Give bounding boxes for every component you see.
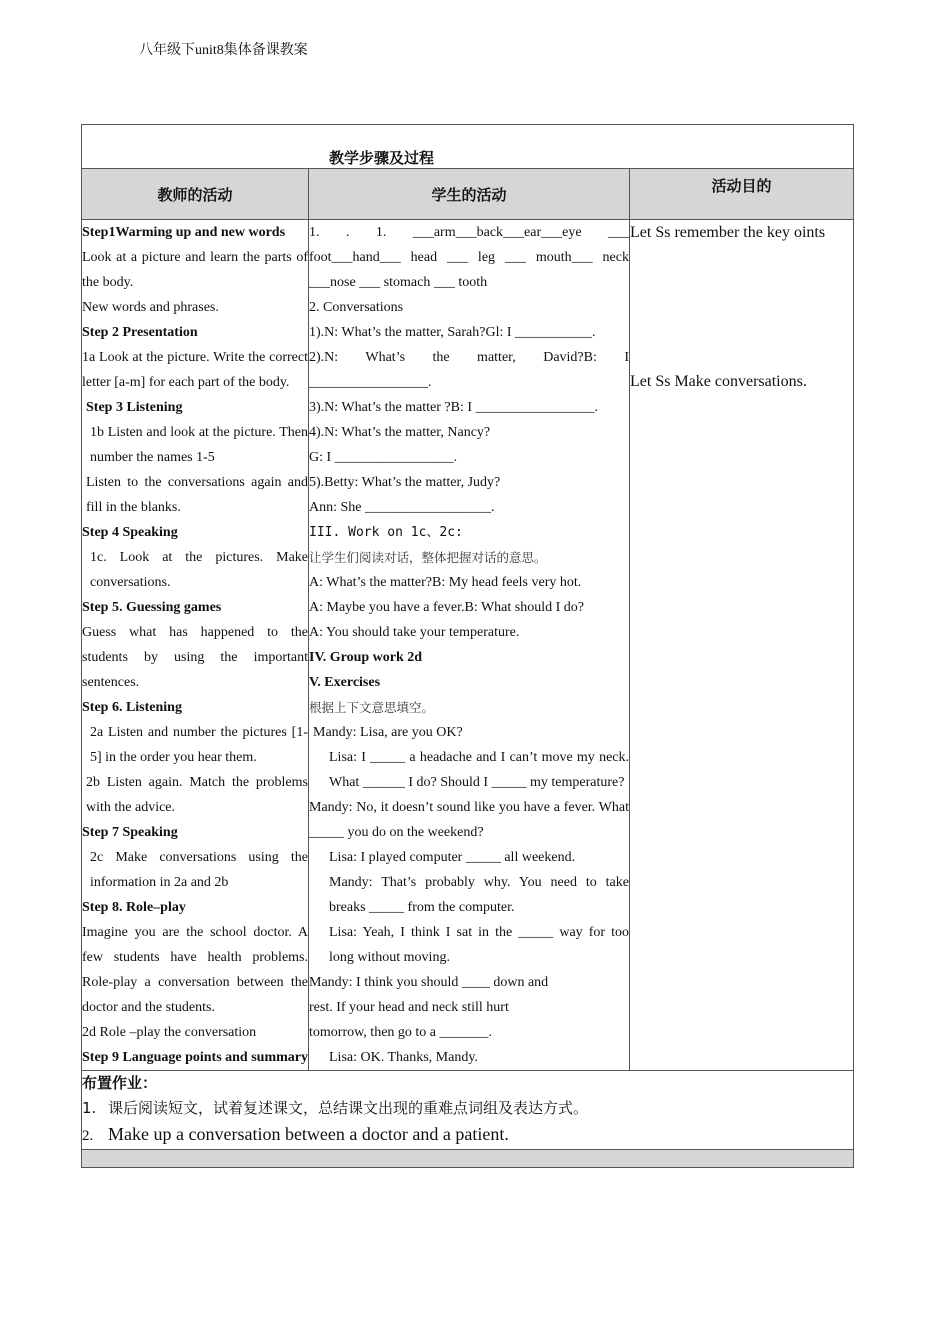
footer-cell xyxy=(82,1150,854,1168)
teacher-line: Step 3 Listening xyxy=(86,400,183,415)
student-line: Mandy: No, it doesn’t sound like you have a fever. What _____ you do on the weekend? xyxy=(309,800,629,840)
teacher-line: 2b Listen again. Match the problems with the advice. xyxy=(86,775,308,815)
student-activities xyxy=(309,220,630,1071)
content-row xyxy=(82,220,854,1071)
student-line: Lisa: I played computer _____ all weekend. xyxy=(329,850,576,865)
purpose-line: Let Ss remember the key oints xyxy=(630,224,826,241)
teacher-line: Step 9 Language points and summary xyxy=(82,1050,308,1065)
student-line: 2. Conversations xyxy=(309,300,404,315)
homework-item-number: 2. xyxy=(82,1128,94,1144)
teacher-line: Guess what has happened to the students by using the important sentences. xyxy=(82,625,308,690)
student-line: Mandy: Lisa, are you OK? xyxy=(313,725,463,740)
teacher-line: 2c Make conversations using the information in 2a and 2b xyxy=(90,850,308,890)
student-line: IV. Group work 2d xyxy=(309,650,423,665)
student-line: rest. If your head and neck still hurt xyxy=(309,1000,509,1015)
teacher-line: Step 7 Speaking xyxy=(82,825,178,840)
teacher-line: 2d Role –play the conversation xyxy=(82,1025,257,1040)
student-line: tomorrow, then go to a _______. xyxy=(309,1025,493,1040)
student-line: 5).Betty: What’s the matter, Judy? xyxy=(309,475,501,490)
teacher-line: Step1Warming up and new words xyxy=(82,225,286,240)
title-row xyxy=(82,125,854,169)
student-line: Lisa: I _____ a headache and I can’t move my neck. What ______ I do? Should I _____ my temperature? xyxy=(329,750,629,790)
purpose-line: Let Ss Make conversations. xyxy=(630,373,807,390)
teacher-line: Step 5. Guessing games xyxy=(82,600,222,615)
student-line: Lisa: OK. Thanks, Mandy. xyxy=(329,1050,478,1065)
teacher-line: 1b Listen and look at the picture. Then number the names 1-5 xyxy=(90,425,308,465)
header-note: 八年级下unit8集体备课教案 xyxy=(139,43,308,58)
student-line: 1).N: What’s the matter, Sarah?Gl: I ___________. xyxy=(309,325,596,340)
student-line: 2).N: What’s the matter, David?B: I _________________. xyxy=(309,350,629,390)
teacher-line: Imagine you are the school doctor. A few students have health problems. Role-play a conversation between the doctor and the students. xyxy=(82,925,308,1015)
student-line: 让学生们阅读对话，整体把握对话的意思。 xyxy=(309,550,547,565)
student-line: A: What’s the matter?B: My head feels very hot. xyxy=(309,575,582,590)
teacher-line: 2a Listen and number the pictures [1-5] in the order you hear them. xyxy=(90,725,308,765)
homework-item-text: Make up a conversation between a doctor and a patient. xyxy=(108,1124,509,1144)
teacher-line: Step 6. Listening xyxy=(82,700,182,715)
student-line: 1. . 1. ___arm___back___ear___eye ___ foot___hand___ head ___ leg ___ mouth___ neck ___nose ___ stomach ___ tooth xyxy=(309,225,629,290)
footer-row xyxy=(82,1150,854,1168)
teacher-line: Listen to the conversations again and fill in the blanks. xyxy=(86,475,308,515)
header-student: 学生的活动 xyxy=(431,185,507,204)
homework-item xyxy=(82,1095,853,1121)
homework-item-number: 1. xyxy=(82,1099,97,1117)
header-row xyxy=(82,169,854,220)
header-student-cell xyxy=(309,169,630,220)
student-line: Mandy: That’s probably why. You need to take breaks _____ from the computer. xyxy=(329,875,629,915)
student-line: 4).N: What’s the matter, Nancy? xyxy=(309,425,491,440)
activity-purposes xyxy=(630,220,854,1071)
lesson-plan-table xyxy=(81,124,854,1168)
student-line: V. Exercises xyxy=(309,675,381,690)
student-line: A: You should take your temperature. xyxy=(309,625,520,640)
homework-item xyxy=(82,1121,853,1149)
student-line: III. Work on 1c、2c: xyxy=(309,525,463,540)
student-line: Mandy: I think you should ____ down and xyxy=(309,975,549,990)
teacher-line: Step 2 Presentation xyxy=(82,325,198,340)
teacher-line: 1c. Look at the pictures. Make conversations. xyxy=(90,550,308,590)
table-title: 教学步骤及过程 xyxy=(329,149,435,167)
homework-row xyxy=(82,1071,854,1150)
student-line: Lisa: Yeah, I think I sat in the _____ way for too long without moving. xyxy=(329,925,629,965)
teacher-line: Step 4 Speaking xyxy=(82,525,178,540)
header-purpose: 活动目的 xyxy=(711,177,772,195)
homework-cell xyxy=(82,1071,854,1150)
header-teacher-cell xyxy=(82,169,309,220)
student-line: 根据上下文意思填空。 xyxy=(309,700,435,715)
header-teacher: 教师的活动 xyxy=(157,185,233,204)
student-line: A: Maybe you have a fever.B: What should I do? xyxy=(309,600,585,615)
homework-item-text: 课后阅读短文，试着复述课文，总结课文出现的重难点词组及表达方式。 xyxy=(108,1099,589,1117)
teacher-activities xyxy=(82,220,309,1071)
student-line: 3).N: What’s the matter ?B: I _________________. xyxy=(309,400,599,415)
student-line: Ann: She __________________. xyxy=(309,500,495,515)
title-cell xyxy=(82,125,854,169)
teacher-line: New words and phrases. xyxy=(82,300,219,315)
teacher-line: 1a Look at the picture. Write the correct letter [a-m] for each part of the body. xyxy=(82,350,308,390)
teacher-line: Look at a picture and learn the parts of the body. xyxy=(82,250,308,290)
header-purpose-cell xyxy=(630,169,854,220)
student-line: G: I _________________. xyxy=(309,450,458,465)
teacher-line: Step 8. Role–play xyxy=(82,900,186,915)
homework-title: 布置作业： xyxy=(82,1074,158,1092)
